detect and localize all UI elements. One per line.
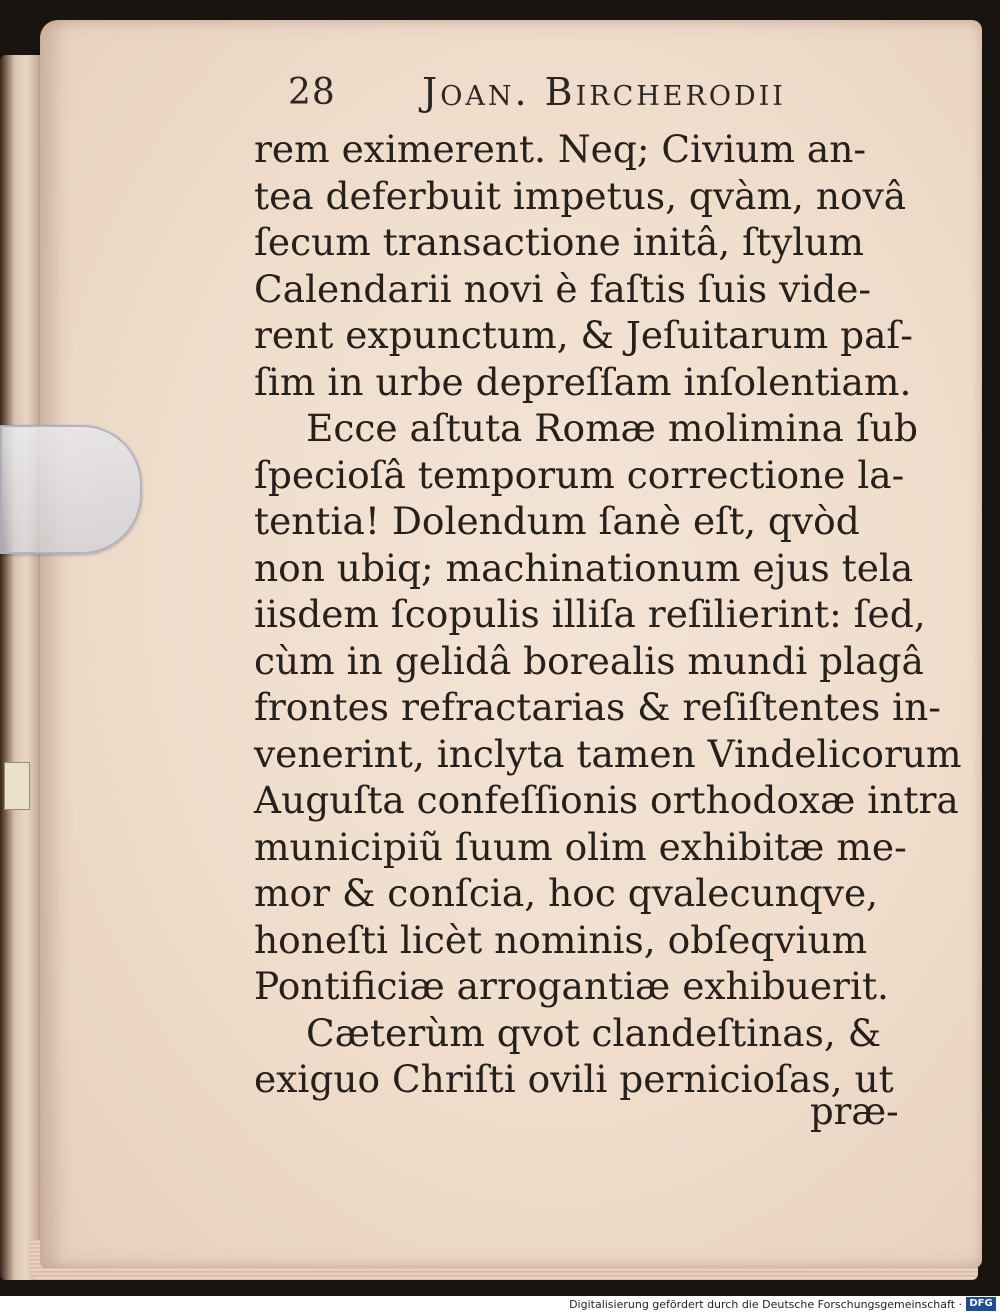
running-title: Joan. Bircherodii <box>422 70 786 114</box>
text-line: rent expunctum, & Jeſuitarum paſ- <box>254 313 913 357</box>
text-line: ſpecioſâ temporum correctione la- <box>254 452 905 497</box>
page-header <box>282 66 842 126</box>
bookmark-clip <box>0 425 142 554</box>
page-number: 28 <box>288 72 336 113</box>
text-line: Ecce aſtuta Romæ molimina ſub <box>306 406 918 450</box>
body-text <box>254 126 962 1103</box>
text-line: Pontificiæ arrogantiæ exhibuerit. <box>254 964 889 1008</box>
catchword: præ- <box>810 1090 899 1133</box>
text-line: non ubiq; machinationum ejus tela <box>254 545 914 590</box>
text-line: mor & conſcia, hoc qvalecunqve, <box>254 871 879 915</box>
text-line: honeſti licèt nominis, obſeqvium <box>254 917 868 962</box>
text-line: venerint, inclyta tamen Vindelicorum <box>254 731 962 776</box>
text-line: rem eximerent. Neq; Civium an- <box>254 127 867 171</box>
text-line: iisdem ſcopulis illiſa reſilierint: ſed, <box>254 592 926 636</box>
page-tab <box>4 762 30 810</box>
text-line: cùm in gelidâ borealis mundi plagâ <box>254 638 924 683</box>
text-line: frontes refractarias & reſiſtentes in- <box>254 685 941 729</box>
text-line: exiguo Chriſti ovili pernicioſas, ut <box>254 1057 894 1101</box>
text-line: Cæterùm qvot clandeſtinas, & <box>306 1010 882 1055</box>
text-line: tentia! Dolendum ſanè eſt, qvòd <box>254 499 860 543</box>
text-line: Calendarii novi è faſtis ſuis vide- <box>254 266 872 311</box>
dfg-logo: DFG <box>966 1297 996 1311</box>
text-line: ſim in urbe depreſſam inſolentiam. <box>254 359 912 404</box>
text-line: ſecum transactione initâ, ſtylum <box>254 220 864 264</box>
footer-credit: Digitalisierung gefördert durch die Deutsche Forschungsgemeinschaft · <box>569 1298 962 1311</box>
text-line: Auguſta confeſſionis orthodoxæ intra <box>254 778 959 822</box>
text-line: municipiũ ſuum olim exhibitæ me- <box>254 824 907 869</box>
text-line: tea deferbuit impetus, qvàm, novâ <box>254 173 907 218</box>
